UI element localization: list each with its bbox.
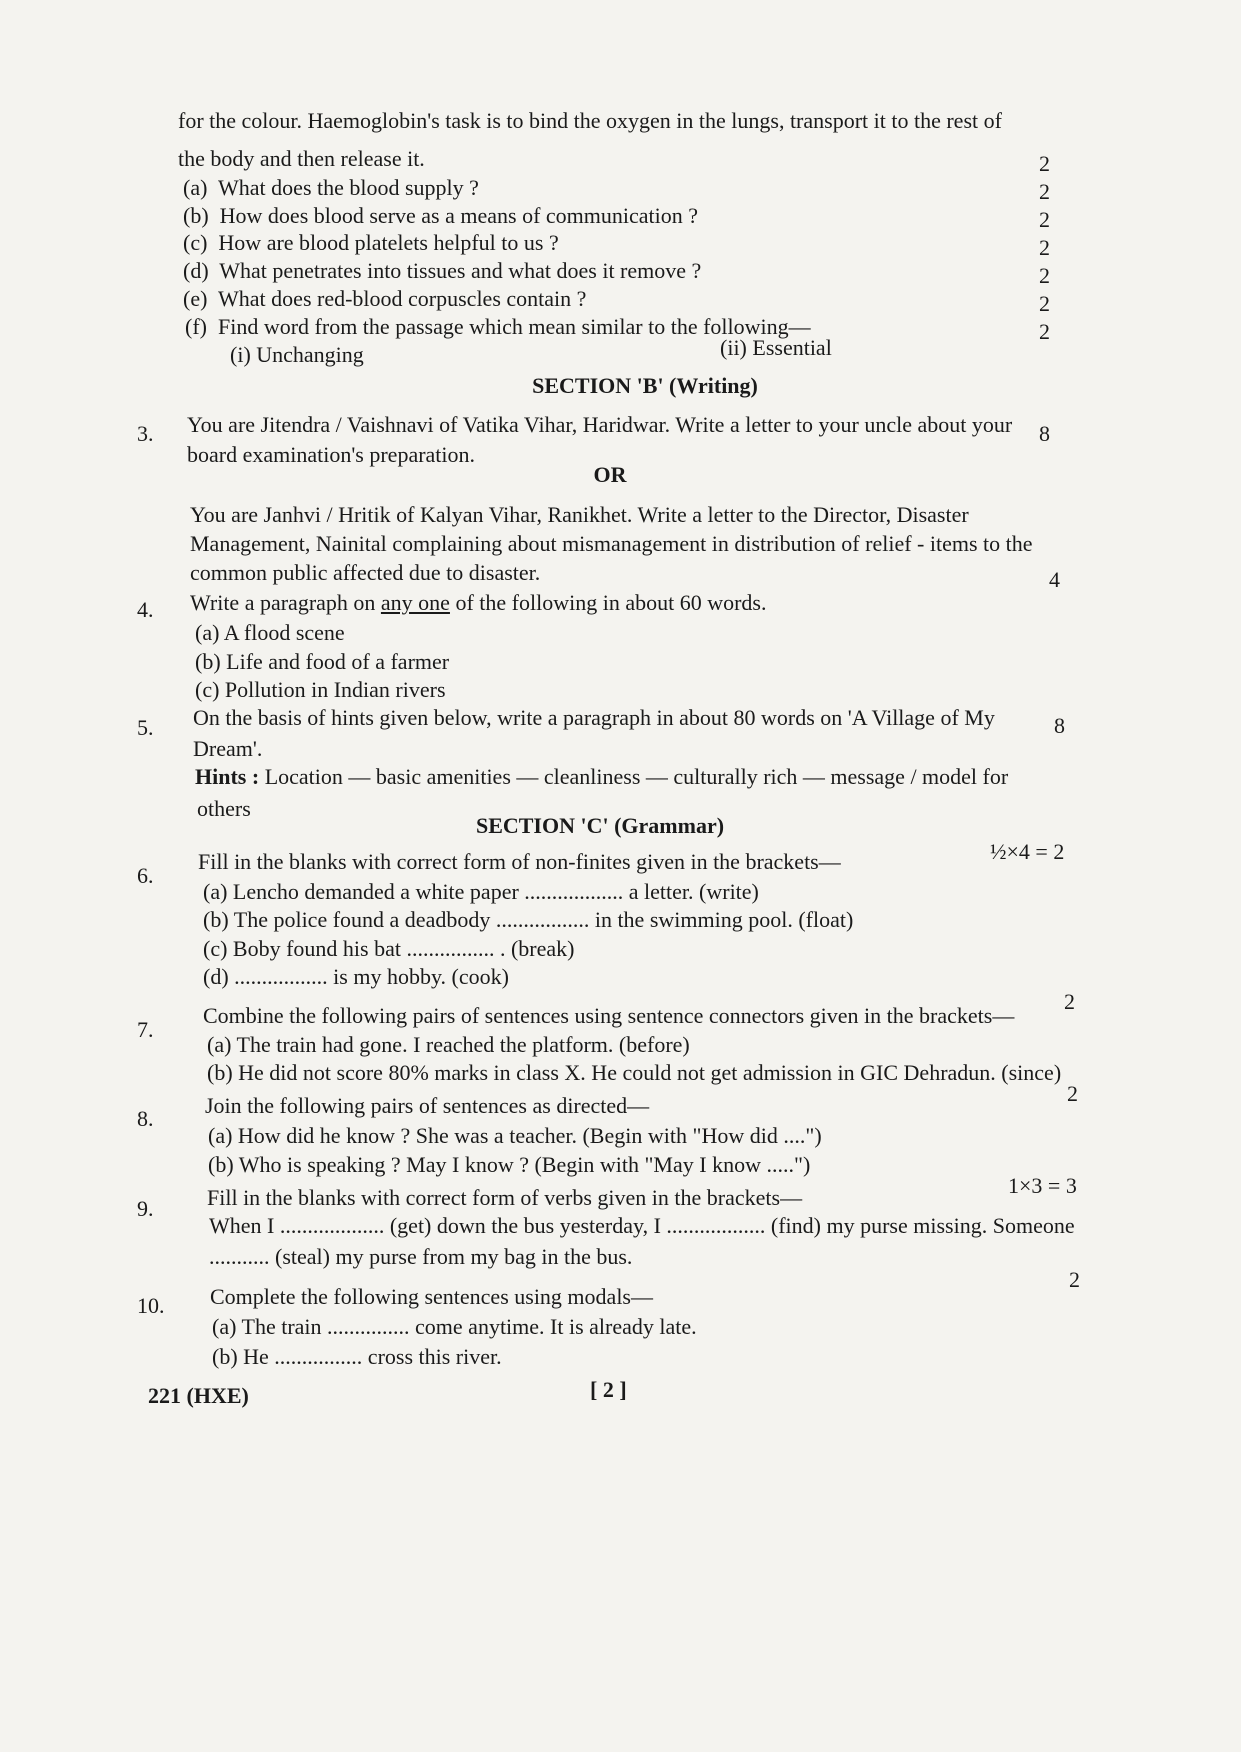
marks: 4 [1049,567,1060,592]
blank-item: (a) Lencho demanded a white paper .................. a letter. (write) [203,879,759,904]
marks: 2 [1039,319,1050,344]
modal-item: (a) The train ............... come anytime. It is already late. [212,1314,697,1339]
blank-item: (c) Boby found his bat ................ . (break) [203,936,575,961]
marks: 2 [1039,207,1050,232]
join-item: (b) Who is speaking ? May I know ? (Begin with "May I know .....") [208,1152,811,1177]
marks: 1×3 = 3 [1008,1173,1077,1198]
question-text: Join the following pairs of sentences as directed— [205,1093,650,1118]
combine-item: (b) He did not score 80% marks in class X. He could not get admission in GIC Dehradun. (since) [207,1060,1062,1085]
question-text: board examination's preparation. [187,442,476,467]
word-i: (i) Unchanging [230,342,364,367]
question-text: Combine the following pairs of sentences using sentence connectors given in the brackets— [203,1003,1015,1028]
question-number: 8. [137,1106,154,1131]
option: (c) Pollution in Indian rivers [195,677,446,702]
question-number: 3. [137,421,154,446]
modal-item: (b) He ................ cross this river. [212,1344,502,1369]
subquestion: (b) How does blood serve as a means of communication ? [183,203,699,228]
question-text: Complete the following sentences using modals— [210,1284,653,1309]
word-ii: (ii) Essential [720,335,832,360]
marks: 2 [1039,263,1050,288]
marks: 8 [1054,713,1065,738]
verb-blank-line: When I ................... (get) down the bus yesterday, I .................. (find) my purse missing. Someone [209,1213,1075,1238]
passage-line: the body and then release it. [178,146,425,171]
question-number: 7. [137,1017,154,1042]
question-text: Management, Nainital complaining about mismanagement in distribution of relief - items to the [190,531,1033,556]
hints-line: others [197,796,251,821]
marks: 8 [1039,421,1050,446]
subquestion: (a) What does the blood supply ? [183,175,479,200]
question-text: Dream'. [193,736,263,761]
question-number: 5. [137,715,154,740]
marks: 2 [1039,235,1050,260]
question-text: common public affected due to disaster. [190,560,541,585]
section-heading: SECTION 'C' (Grammar) [475,813,725,838]
question-text: You are Jitendra / Vaishnavi of Vatika Vihar, Haridwar. Write a letter to your uncle about your [187,412,1013,437]
question-number: 4. [137,597,154,622]
question-number: 6. [137,863,154,888]
question-text: On the basis of hints given below, write a paragraph in about 80 words on 'A Village of My [193,705,995,730]
combine-item: (a) The train had gone. I reached the platform. (before) [207,1032,690,1057]
join-item: (a) How did he know ? She was a teacher. (Begin with "How did ....") [208,1123,822,1148]
page-number: [ 2 ] [590,1377,627,1402]
subquestion: (d) What penetrates into tissues and what does it remove ? [183,258,702,283]
marks: 2 [1067,1081,1078,1106]
question-text: Fill in the blanks with correct form of verbs given in the brackets— [207,1185,803,1210]
blank-item: (d) ................. is my hobby. (cook) [203,964,509,989]
marks: 2 [1039,179,1050,204]
subquestion: (c) How are blood platelets helpful to us ? [183,230,559,255]
question-number: 10. [137,1293,165,1318]
or-label: OR [593,462,627,487]
question-number: 9. [137,1196,154,1221]
section-heading: SECTION 'B' (Writing) [532,373,758,398]
option: (a) A flood scene [195,620,345,645]
passage-line: for the colour. Haemoglobin's task is to bind the oxygen in the lungs, transport it to the rest of [178,108,1002,133]
subquestion: (e) What does red-blood corpuscles contain ? [183,286,587,311]
marks: 2 [1064,989,1075,1014]
question-text: You are Janhvi / Hritik of Kalyan Vihar, Ranikhet. Write a letter to the Director, Disaster [190,502,969,527]
option: (b) Life and food of a farmer [195,649,450,674]
hints-line: Hints : Location — basic amenities — cleanliness — culturally rich — message / model for [195,764,1009,789]
marks: ½×4 = 2 [990,839,1065,864]
question-text: Write a paragraph on any one of the following in about 60 words. [190,590,767,615]
subquestion: (f) Find word from the passage which mean similar to the following— [185,314,811,339]
verb-blank-line: ........... (steal) my purse from my bag in the bus. [209,1244,633,1269]
paper-code: 221 (HXE) [148,1383,249,1408]
blank-item: (b) The police found a deadbody ................. in the swimming pool. (float) [203,907,854,932]
question-text: Fill in the blanks with correct form of non-finites given in the brackets— [198,849,841,874]
marks: 2 [1039,151,1050,176]
marks: 2 [1039,291,1050,316]
marks: 2 [1069,1267,1080,1292]
